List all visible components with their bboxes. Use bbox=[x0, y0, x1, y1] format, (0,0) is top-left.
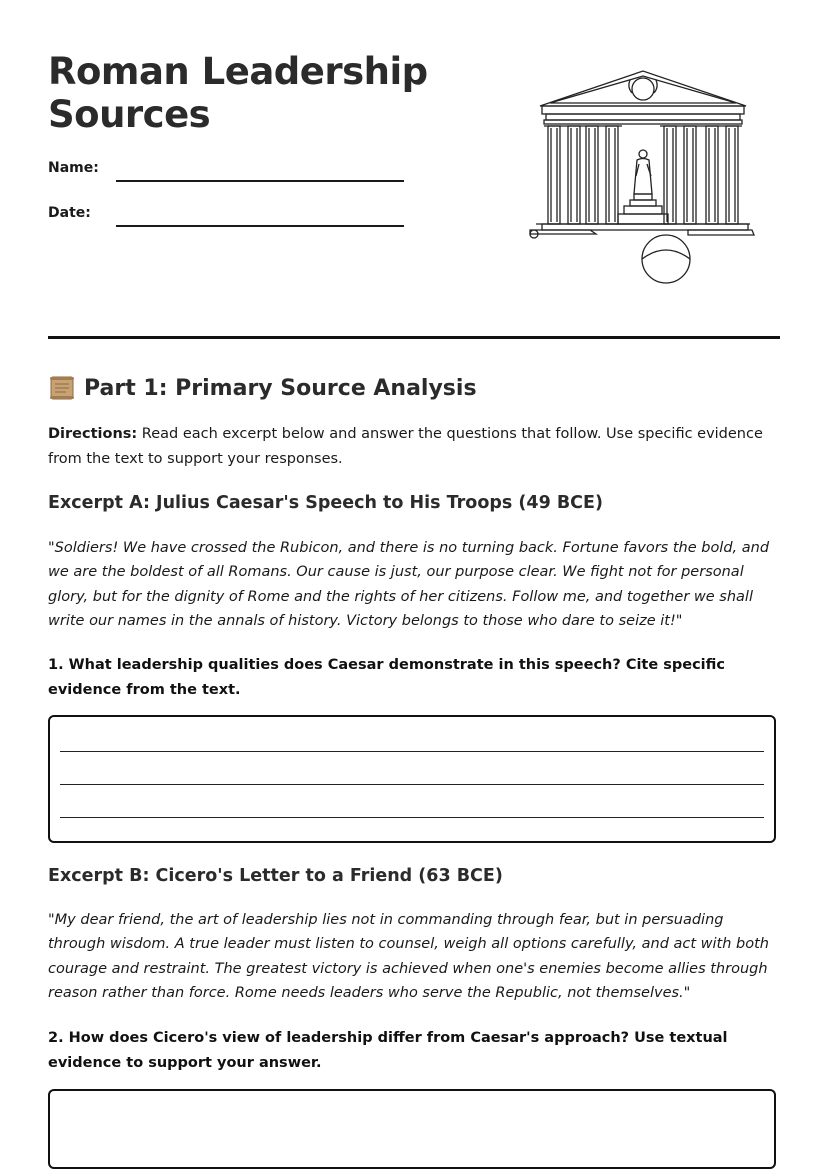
scroll-icon bbox=[48, 374, 76, 402]
directions-text: Read each excerpt below and answer the questions that follow. Use specific evidence from the text to support your responses. bbox=[48, 426, 763, 467]
answer-line bbox=[60, 751, 764, 752]
excerpt-a-quote: "Soldiers! We have crossed the Rubicon, and there is no turning back. Fortune favors the bold, and we are the boldest of all Romans. Our cause is just, our purpose clear. We fight not for personal glory, but for the dignity of Rome and the rights of her citizens. Follow me, and together we shall write our names in the annals of history. Victory belongs to those who dare to seize it!" bbox=[48, 540, 770, 629]
part1-title: Part 1: Primary Source Analysis bbox=[84, 375, 477, 401]
answer-line bbox=[60, 784, 764, 785]
excerpt-a-title: Excerpt A: Julius Caesar's Speech to His Troops (49 BCE) bbox=[48, 493, 603, 513]
title-line-2: Sources bbox=[48, 93, 211, 136]
date-field[interactable] bbox=[116, 225, 404, 227]
part1-heading bbox=[48, 374, 477, 402]
title-line-1: Roman Leadership bbox=[48, 50, 428, 93]
directions-label: Directions: bbox=[48, 426, 138, 442]
question-2: 2. How does Cicero's view of leadership differ from Caesar's approach? Use textual evidence to support your answer. bbox=[48, 1030, 728, 1071]
excerpt-b-quote: "My dear friend, the art of leadership lies not in commanding through fear, but in persuading through wisdom. A true leader must listen to counsel, weigh all options carefully, and act with both courage and restraint. The greatest victory is achieved when one's enemies become allies through reason rather than force. Rome needs leaders who serve the Republic, not themselves." bbox=[48, 912, 769, 1001]
directions bbox=[48, 422, 780, 471]
answer-box-2[interactable] bbox=[48, 1089, 776, 1169]
name-label: Name: bbox=[48, 160, 99, 176]
answer-box-1[interactable] bbox=[48, 715, 776, 843]
name-field[interactable] bbox=[116, 180, 404, 182]
section-divider bbox=[48, 336, 780, 339]
answer-line bbox=[60, 817, 764, 818]
page-title bbox=[48, 50, 468, 136]
roman-temple-icon bbox=[528, 68, 758, 288]
date-label: Date: bbox=[48, 205, 91, 221]
question-1: 1. What leadership qualities does Caesar demonstrate in this speech? Cite specific evidence from the text. bbox=[48, 657, 725, 698]
excerpt-b-title: Excerpt B: Cicero's Letter to a Friend (63 BCE) bbox=[48, 866, 503, 886]
